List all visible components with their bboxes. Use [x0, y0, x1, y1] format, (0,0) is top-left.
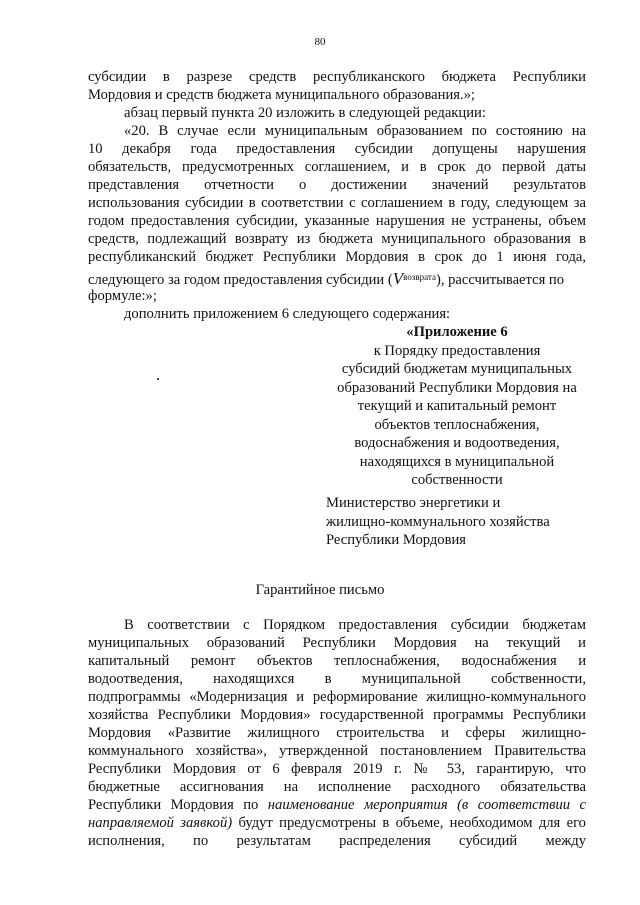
appendix-line: объектов теплоснабжения, — [374, 416, 540, 433]
text-line: хозяйства Республики Мордовия» государственной программы Республики — [88, 707, 586, 723]
text-line: представления отчетности о достижении значений результатов — [88, 177, 586, 193]
text-segment: Республики Мордовия по — [88, 797, 268, 813]
text-line: использования субсидии в соответствии с соглашением в году, следующем за — [88, 195, 586, 211]
text-segment-italic: направляемой заявкой) — [88, 815, 233, 831]
text-line: формуле:»; — [88, 288, 157, 304]
text-line: исполнения, по результатам распределения субсидий между — [88, 833, 586, 849]
text-line: «20. В случае если муниципальным образованием по состоянию на — [124, 123, 586, 139]
text-line: Республики Мордовия от 6 февраля 2019 г. № 53, гарантирую, что — [88, 761, 586, 777]
text-line: годом предоставления субсидии, указанные нарушения не устранены, объем — [88, 213, 586, 229]
ministry-addressee — [326, 494, 588, 550]
appendix-line: водоснабжения и водоотведения, — [354, 435, 560, 451]
ministry-line: Республики Мордовия — [326, 532, 467, 548]
ministry-line: Министерство энергетики и — [326, 495, 501, 511]
text-line: капитальный ремонт объектов теплоснабжения, водоснабжения и — [88, 653, 586, 669]
appendix-line: собственности — [411, 472, 503, 488]
text-line: муниципальных образований Республики Мордовия на текущий и — [88, 635, 586, 651]
appendix-line: образований Республики Мордовия на — [337, 379, 577, 396]
text-line: бюджетные ассигнования на исполнение расходного обязательства — [88, 779, 586, 795]
text-line: водоотведения, находящихся в муниципальной собственности, — [88, 671, 586, 687]
page-number: 80 — [314, 36, 326, 48]
appendix-line: субсидий бюджетам муниципальных — [341, 361, 573, 377]
appendix-line: находящихся в муниципальной — [359, 453, 555, 470]
text-line: субсидии в разрезе средств республиканского бюджета Республики — [88, 69, 586, 85]
appendix-line: текущий и капитальный ремонт — [357, 398, 557, 414]
text-line: абзац первый пункта 20 изложить в следующей редакции: — [124, 105, 486, 121]
ministry-line: жилищно-коммунального хозяйства — [326, 513, 550, 530]
text-segment-italic: наименование мероприятия (в соответствии с — [267, 797, 586, 813]
text-line: обязательств, предусмотренных соглашением, и в срок до первой даты — [88, 159, 586, 175]
text-line: подпрограммы «Модернизация и реформирование жилищно-коммунального — [88, 689, 586, 705]
text-line: средств, подлежащий возврату из бюджета муниципального образования в — [88, 231, 586, 247]
text-line — [88, 796, 586, 814]
text-line: 10 декабря года предоставления субсидии допущены нарушения — [88, 141, 586, 157]
appendix-line: к Порядку предоставления — [373, 342, 541, 359]
appendix-title: «Приложение 6 — [406, 324, 508, 340]
text-line: дополнить приложением 6 следующего содержания: — [124, 306, 451, 322]
text-line: В соответствии с Порядком предоставления субсидии бюджетам — [124, 617, 586, 633]
text-segment: ), рассчитывается по — [435, 272, 565, 288]
text-line: Мордовия «Развитие жилищного строительства и сферы жилищно- — [88, 725, 586, 741]
text-line: Мордовия и средств бюджета муниципального образования.»; — [88, 87, 475, 103]
text-line: коммунального хозяйства», утвержденной постановлением Правительства — [88, 743, 586, 759]
formula-symbol: V — [392, 269, 404, 288]
scan-speck — [157, 378, 159, 380]
text-segment: будут предусмотрены в объеме, необходимом для его — [232, 815, 586, 831]
text-segment: следующего за годом предоставления субсидии ( — [88, 272, 393, 288]
text-line: республиканский бюджет Республики Мордовия в срок до 1 июня года, — [88, 249, 586, 265]
formula-subscript: возврата — [403, 272, 436, 282]
appendix-header — [326, 323, 588, 490]
letter-title: Гарантийное письмо — [255, 582, 385, 598]
text-line — [88, 814, 586, 832]
